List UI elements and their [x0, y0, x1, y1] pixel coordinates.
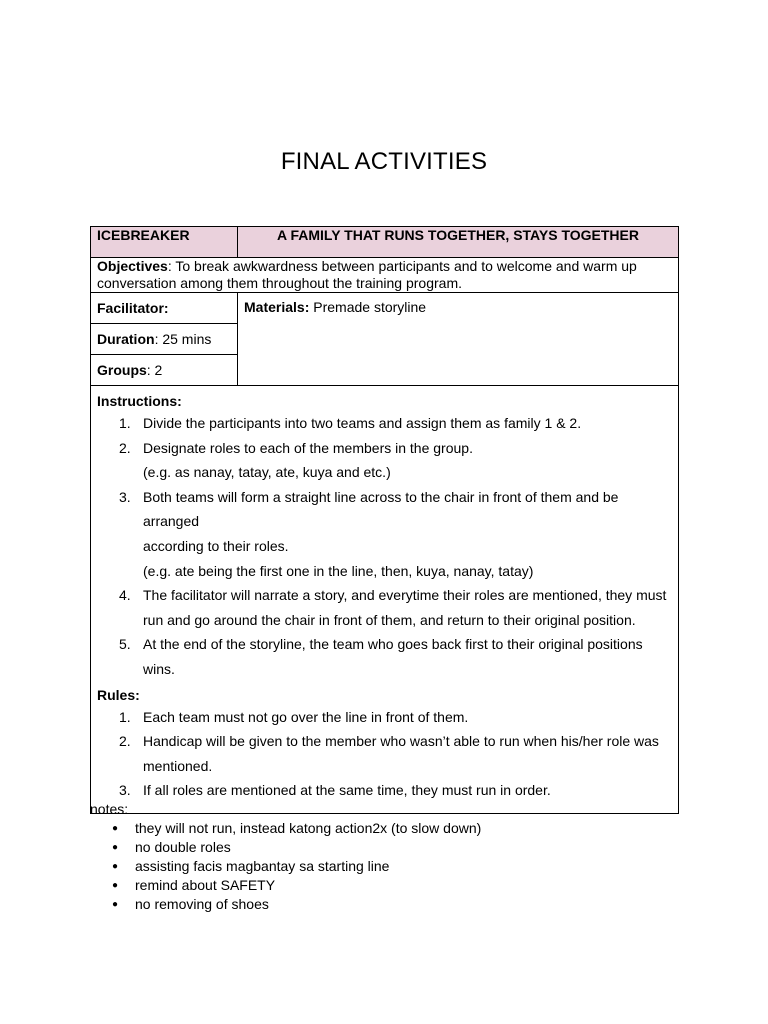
rule-item	[97, 705, 672, 730]
rule-item-text: If all roles are mentioned at the same time, they must run in order.	[143, 782, 551, 799]
rule-item-text: Each team must not go over the line in front of them.	[143, 708, 469, 725]
activity-table	[90, 226, 679, 814]
instruction-item-text: Both teams will form a straight line across to the chair in front of them and be arranged	[143, 488, 619, 530]
rule-item-number: 1.	[119, 708, 131, 725]
table-header-row	[91, 227, 679, 258]
instruction-item-text: run and go around the chair in front of them, and return to their original position.	[143, 611, 636, 628]
instructions-row	[91, 386, 679, 814]
groups-label: Groups	[97, 361, 147, 378]
activity-type-cell: ICEBREAKER	[91, 227, 238, 258]
note-text: no removing of shoes	[135, 896, 269, 912]
instruction-item	[97, 583, 672, 632]
instruction-item-text: (e.g. as nanay, tatay, ate, kuya and etc.)	[143, 464, 391, 481]
materials-value: Premade storyline	[309, 299, 427, 315]
instructions-cell	[91, 386, 679, 814]
instruction-item-text: Designate roles to each of the members in the group.	[143, 439, 473, 456]
rule-item-number: 2.	[119, 733, 131, 750]
objectives-label: Objectives	[97, 258, 168, 274]
duration-value: : 25 mins	[154, 330, 212, 347]
page-title: FINAL ACTIVITIES	[280, 148, 488, 175]
note-text: no double roles	[135, 839, 231, 855]
bullet-icon: ●	[112, 899, 119, 910]
materials-label: Materials:	[244, 299, 310, 315]
instruction-item-text: (e.g. ate being the first one in the line, then, kuya, nanay, tatay)	[143, 562, 534, 579]
instruction-item-number: 4.	[119, 587, 131, 604]
groups-cell	[91, 355, 238, 386]
notes-label: notes:	[90, 801, 129, 817]
instruction-item	[97, 411, 672, 436]
facilitator-label: Facilitator:	[97, 299, 169, 316]
note-item	[90, 895, 481, 914]
note-item	[90, 819, 481, 838]
instructions-list	[97, 411, 672, 682]
instruction-item-text: At the end of the storyline, the team who goes back first to their original positions wins.	[143, 636, 643, 677]
instructions-label: Instructions:	[97, 393, 182, 409]
instruction-item	[97, 485, 672, 583]
duration-cell	[91, 324, 238, 355]
duration-label: Duration	[97, 330, 155, 347]
instruction-item	[97, 436, 672, 485]
note-item	[90, 857, 481, 876]
instruction-item-text: according to their roles.	[143, 537, 289, 554]
objectives-row	[91, 258, 679, 293]
note-text: they will not run, instead katong action2x (to slow down)	[135, 820, 482, 836]
note-item	[90, 838, 481, 857]
rule-item-number: 3.	[119, 782, 131, 799]
groups-value: : 2	[146, 361, 163, 378]
rules-label: Rules:	[97, 686, 140, 703]
facilitator-row	[91, 293, 679, 324]
facilitator-cell	[91, 293, 238, 324]
note-text: assisting facis magbantay sa starting line	[135, 858, 390, 874]
bullet-icon: ●	[112, 823, 119, 834]
instruction-item-text: The facilitator will narrate a story, and everytime their roles are mentioned, they must	[143, 587, 667, 604]
instruction-item-number: 1.	[119, 415, 131, 431]
bullet-icon: ●	[112, 842, 119, 853]
instruction-item-number: 5.	[119, 636, 131, 653]
rule-item-text: Handicap will be given to the member who wasn’t able to run when his/her role was	[143, 733, 659, 750]
rule-item-text: mentioned.	[143, 757, 213, 774]
instruction-item	[97, 632, 672, 681]
objectives-cell	[91, 258, 679, 293]
bullet-icon: ●	[112, 861, 119, 872]
objectives-text: : To break awkwardness between participants and to welcome and warm up conversation among them throughout the training program.	[97, 258, 637, 291]
activity-name-cell: A FAMILY THAT RUNS TOGETHER, STAYS TOGETHER	[238, 227, 679, 258]
rule-item	[97, 729, 672, 778]
note-text: remind about SAFETY	[135, 877, 276, 893]
rules-list	[97, 705, 672, 803]
note-item	[90, 876, 481, 895]
materials-cell	[238, 293, 679, 386]
instruction-item-number: 3.	[119, 488, 131, 505]
bullet-icon: ●	[112, 880, 119, 891]
instruction-item-text: Divide the participants into two teams and assign them as family 1 & 2.	[143, 415, 582, 431]
notes-section	[90, 800, 481, 914]
instruction-item-number: 2.	[119, 439, 131, 456]
notes-list	[90, 819, 481, 914]
